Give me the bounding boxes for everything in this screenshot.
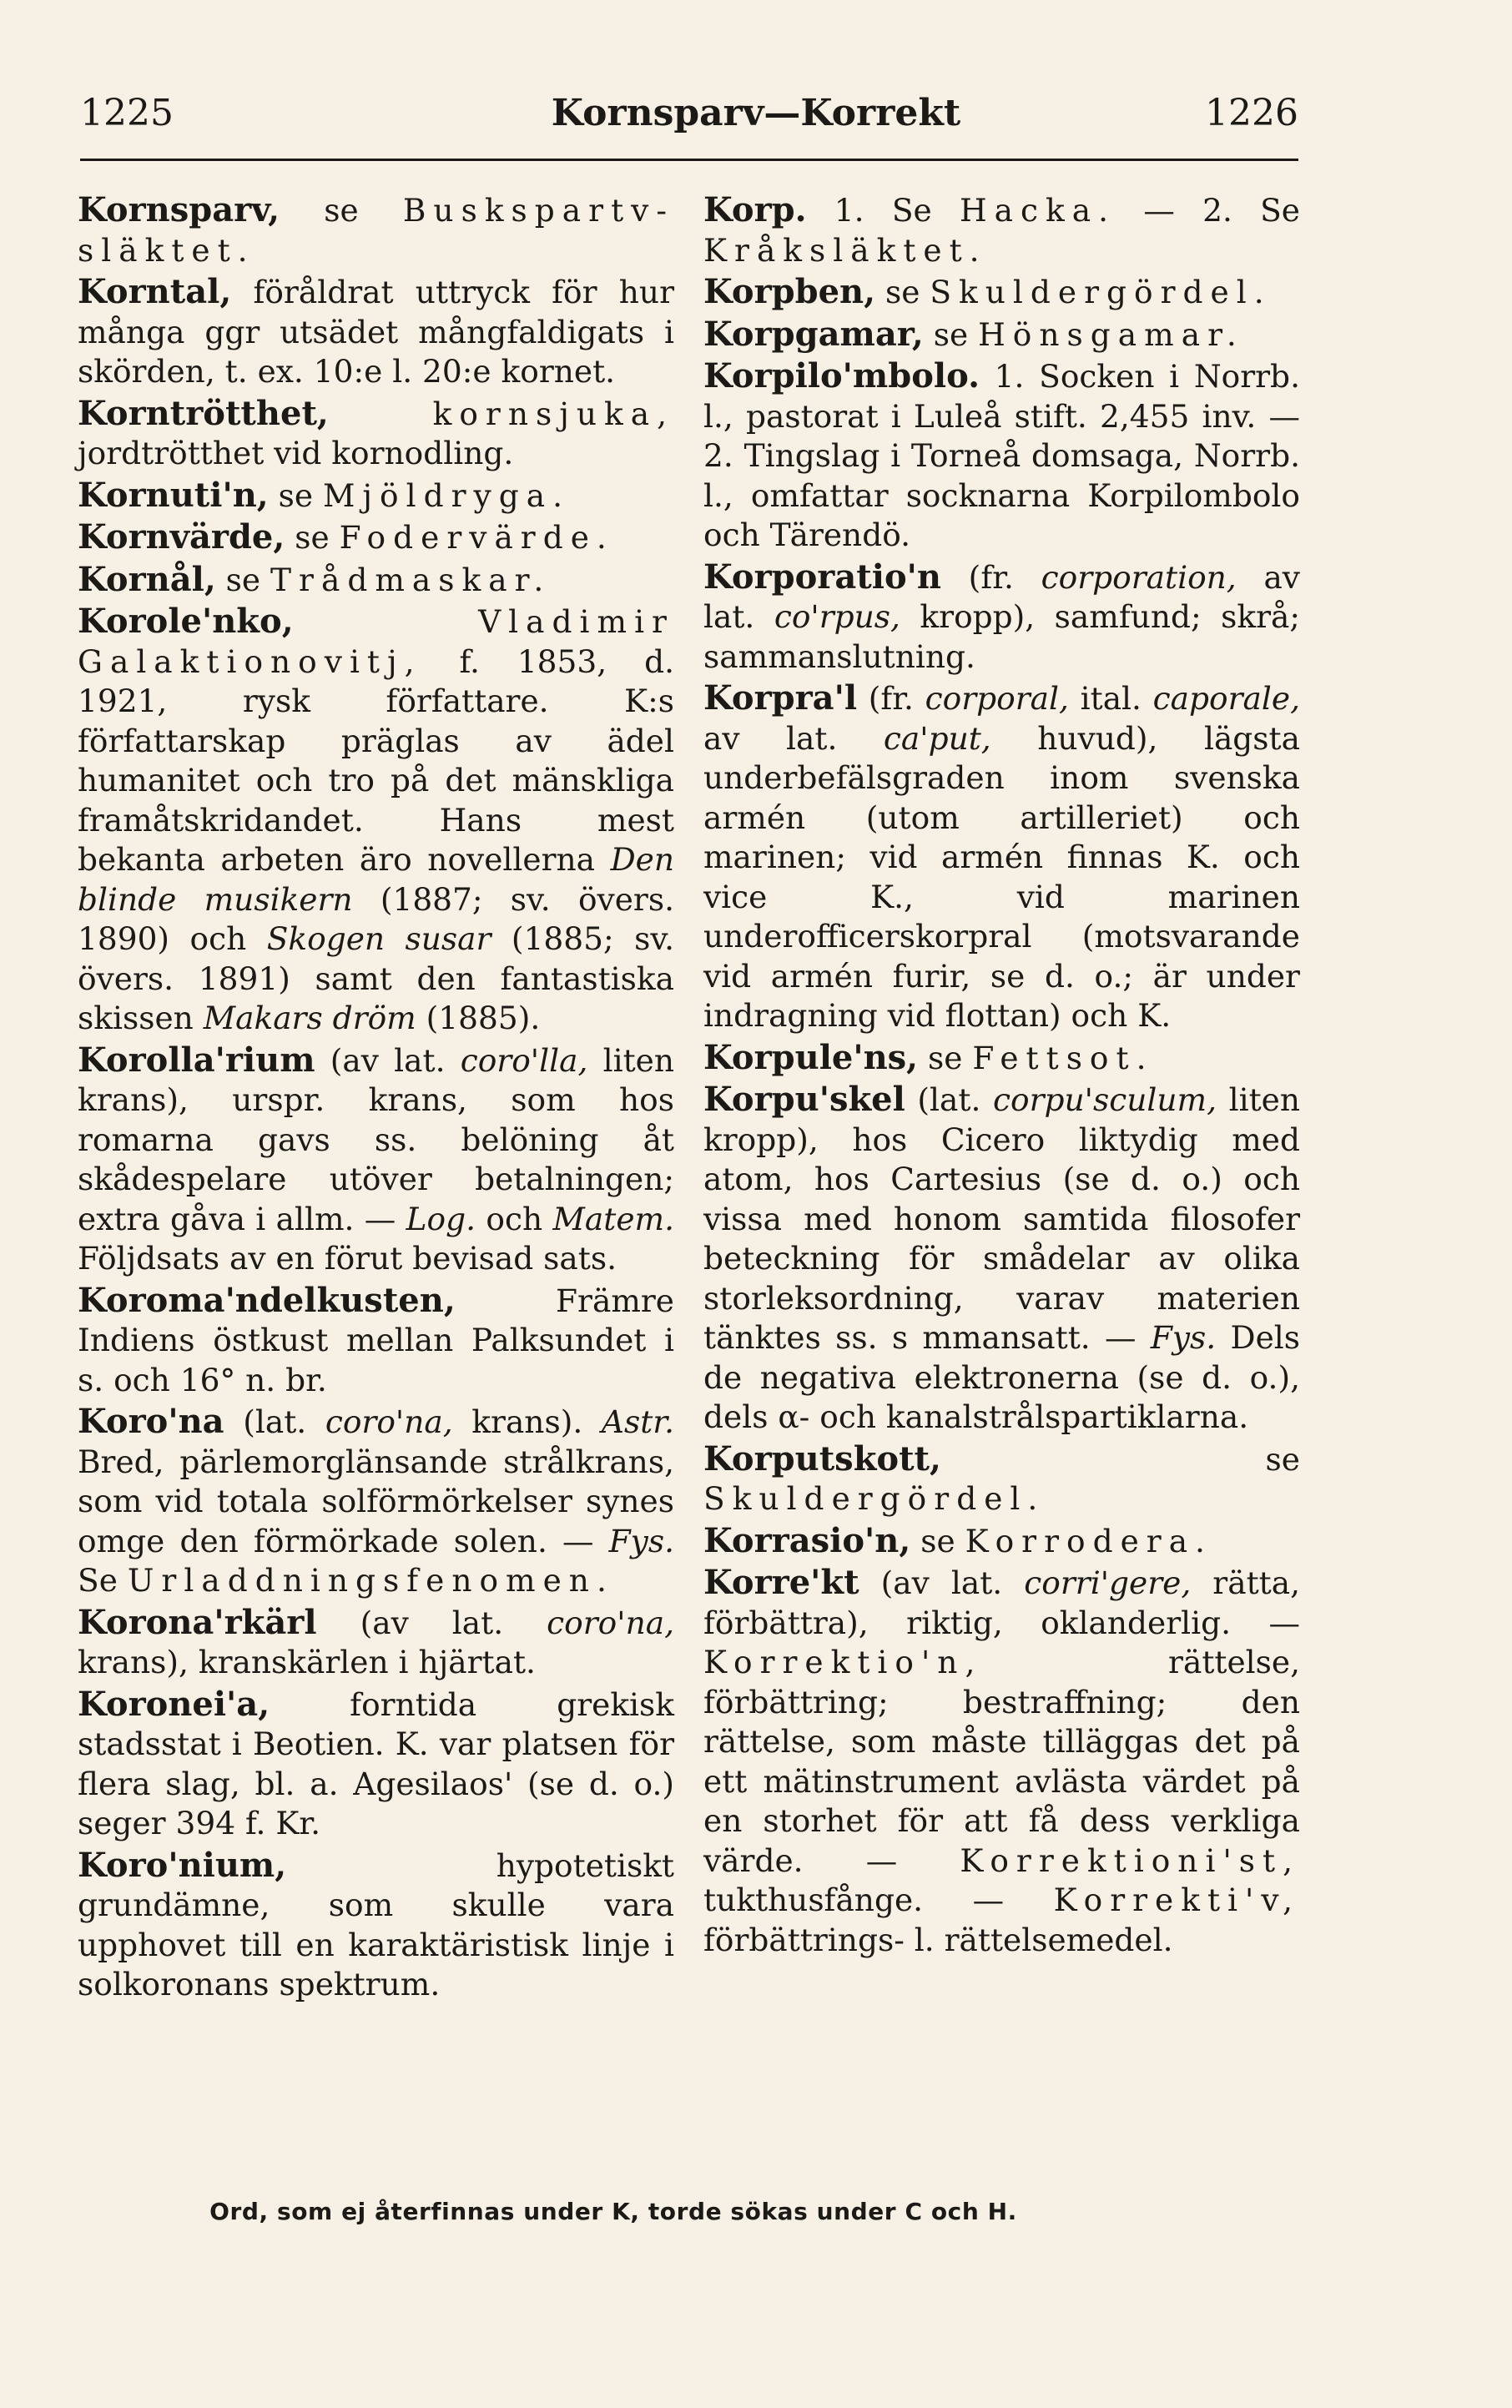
cross-reference: Mjöldryga. bbox=[323, 476, 571, 514]
italic-term: corporal, bbox=[925, 680, 1069, 717]
entry-headword: Koroma'ndelkusten, bbox=[78, 1280, 456, 1320]
entry-text: förbättrings- l. rättelsemedel. bbox=[703, 1921, 1173, 1958]
entry-text: (fr. bbox=[857, 680, 925, 717]
italic-term: Den blinde musikern bbox=[78, 841, 674, 918]
italic-term: corpu'sculum, bbox=[993, 1081, 1217, 1118]
entry-text: Se bbox=[78, 1562, 128, 1599]
entry-text: f. 1853, d. 1921, rysk författare. K:s författarskap präglas av ädel humanitet och tro på det mänskliga framåtskridandet. Hans mest bekanta arbeten äro novellerna bbox=[78, 642, 674, 878]
dictionary-entry bbox=[78, 394, 674, 474]
entry-headword: Korpu'skel bbox=[703, 1080, 905, 1119]
entry-headword: Korolla'rium bbox=[78, 1040, 315, 1080]
entry-text: (1885; sv. övers. 1891) samt den fantastiska skissen bbox=[78, 920, 674, 1036]
italic-term: caporale, bbox=[1152, 680, 1300, 717]
entry-text: (1887; sv. övers. 1890) och bbox=[78, 880, 675, 957]
cross-reference: Korrektioni'st, bbox=[960, 1841, 1300, 1879]
italic-term: co'rpus, bbox=[774, 598, 900, 635]
dictionary-entry bbox=[78, 1402, 674, 1601]
cross-reference: Skuldergördel. bbox=[703, 1480, 1046, 1517]
entry-headword: Korntal, bbox=[78, 272, 232, 311]
cross-reference: Trådmaskar. bbox=[270, 561, 552, 598]
dictionary-entry bbox=[78, 560, 674, 601]
entry-text: (lat. bbox=[224, 1403, 325, 1440]
entry-text: föråldrat uttryck för hur många ggr utsädet mångfaldigats i skörden, t. ex. 10:e l. 20:e kornet. bbox=[78, 274, 674, 390]
italic-term: coro'na, bbox=[547, 1604, 674, 1641]
entry-headword: Korole'nko, bbox=[78, 602, 294, 641]
entry-headword: Korrasio'n, bbox=[703, 1520, 911, 1560]
entry-headword: Koronei'a, bbox=[78, 1684, 270, 1724]
footer-note: Ord, som ej återfinnas under K, torde sökas under C och H. bbox=[209, 2198, 1017, 2225]
entry-text: liten kropp), hos Cicero liktydig med atom, hos Cartesius (se d. o.) och vissa med honom samtida filosofer beteckning för smådelar av olika storleksordning, varav materien tänktes ss. s mmansatt. — bbox=[703, 1081, 1300, 1356]
entry-text: se bbox=[940, 1440, 1300, 1478]
entry-headword: Korpben, bbox=[703, 272, 876, 311]
entry-text: se bbox=[280, 192, 403, 229]
dictionary-entry bbox=[78, 1846, 674, 2005]
entry-text: (lat. bbox=[905, 1081, 993, 1118]
dictionary-entry bbox=[78, 1040, 674, 1279]
dictionary-entry bbox=[703, 1080, 1300, 1438]
cross-reference: Vladimir Galaktionovitj, bbox=[78, 603, 674, 680]
entry-text: — 2. Se bbox=[1116, 192, 1300, 229]
entry-text: Dels de negativa elektronerna (se d. o.), dels α- och kanalstrålspartiklarna. bbox=[703, 1319, 1300, 1435]
entry-headword: Koro'na bbox=[78, 1402, 224, 1441]
entry-text: Följdsats av en förut bevisad sats. bbox=[78, 1240, 617, 1277]
entry-headword: Korp. bbox=[703, 190, 807, 229]
italic-term: Makars dröm bbox=[203, 1000, 416, 1036]
dictionary-entry bbox=[703, 678, 1300, 1036]
dictionary-entry bbox=[78, 1685, 674, 1844]
entry-text: se bbox=[875, 274, 930, 310]
dictionary-entry bbox=[78, 517, 674, 558]
entry-text: forntida grekisk stadsstat i Beotien. K. var platsen för flera slag, bl. a. Agesilaos' (se d. o.) seger 394 f. Kr. bbox=[78, 1685, 674, 1841]
cross-reference: Korrekti'v, bbox=[1053, 1882, 1300, 1918]
cross-reference: Fodervärde. bbox=[339, 519, 614, 556]
italic-term: Astr. bbox=[601, 1403, 675, 1440]
cross-reference: Hacka. bbox=[959, 192, 1116, 229]
dictionary-entry bbox=[78, 272, 674, 392]
italic-term: coro'lla, bbox=[460, 1041, 588, 1079]
entry-headword: Korona'rkärl bbox=[78, 1602, 317, 1642]
cross-reference: kornsjuka, bbox=[432, 395, 674, 432]
entry-headword: Korpilo'mbolo. bbox=[703, 356, 980, 395]
entry-text: Bred, pärlemorglänsande strålkrans, som vid totala solförmörkelser synes omge den förmörkade solen. — bbox=[78, 1443, 674, 1559]
entry-headword: Korpule'ns, bbox=[703, 1037, 919, 1077]
dictionary-entry bbox=[703, 315, 1300, 355]
dictionary-entry bbox=[703, 1439, 1300, 1519]
cross-reference: Fettsot. bbox=[972, 1039, 1154, 1076]
dictionary-entry bbox=[78, 1603, 674, 1683]
dictionary-entry bbox=[703, 190, 1300, 270]
italic-term: corporation, bbox=[1041, 558, 1237, 596]
entry-text: rättelse, förbättring; bestraffning; den rättelse, som måste tilläggas det på ett mätinstrument avlästa värdet på en storhet för att få dess verkliga värde. — bbox=[703, 1644, 1300, 1879]
entry-headword: Korntrötthet, bbox=[78, 393, 329, 433]
cross-reference: Kråksläktet. bbox=[703, 231, 987, 269]
entry-text: liten krans), urspr. krans, som hos romarna gavs ss. belöning åt skådespelare utöver betalningen; extra gåva i allm. — bbox=[78, 1041, 674, 1237]
italic-term: Fys. bbox=[1150, 1319, 1217, 1356]
entry-headword: Korre'kt bbox=[703, 1563, 859, 1602]
cross-reference: Urladdningsfenomen. bbox=[127, 1562, 614, 1599]
cross-reference: Korrektio'n, bbox=[703, 1644, 983, 1680]
entry-text: (av lat. bbox=[315, 1041, 461, 1079]
entry-text: se bbox=[910, 1522, 965, 1559]
italic-term: corri'gere, bbox=[1024, 1564, 1192, 1601]
entry-text bbox=[294, 603, 478, 640]
entry-text: hypotetiskt grundämne, som skulle vara upphovet till en karaktäristisk linje i solkoronans spektrum. bbox=[78, 1846, 674, 2002]
dictionary-entry bbox=[78, 1281, 674, 1401]
entry-text: kropp), samfund; skrå; sammanslutning. bbox=[703, 598, 1300, 675]
italic-term: ca'put, bbox=[883, 719, 991, 757]
entry-text: tukthusfånge. — bbox=[703, 1882, 1054, 1918]
entry-text: se bbox=[268, 476, 324, 514]
left-column bbox=[78, 190, 674, 2007]
cross-reference: Skuldergördel. bbox=[930, 274, 1272, 310]
entry-headword: Korpra'l bbox=[703, 678, 858, 718]
dictionary-entry bbox=[703, 1038, 1300, 1079]
dictionary-entry bbox=[78, 190, 674, 270]
italic-term: Matem. bbox=[552, 1200, 674, 1237]
dictionary-entry bbox=[78, 602, 674, 1039]
entry-text: ital. bbox=[1068, 680, 1153, 717]
entry-headword: Kornvärde, bbox=[78, 517, 285, 557]
entry-text: 1. Socken i Norrb. l., pastorat i Luleå stift. 2,455 inv. — 2. Tingslag i Torneå domsaga, Norrb. l., omfattar socknarna Korpilombolo och Tärendö. bbox=[703, 358, 1300, 553]
right-page-number: 1226 bbox=[1205, 92, 1298, 134]
entry-headword: Kornuti'n, bbox=[78, 475, 269, 515]
entry-headword: Korpgamar, bbox=[703, 314, 924, 354]
dictionary-entry bbox=[703, 1563, 1300, 1960]
entry-text: jordtrötthet vid kornodling. bbox=[78, 435, 514, 471]
entry-text: (av lat. bbox=[316, 1604, 547, 1641]
italic-term: Skogen susar bbox=[266, 920, 491, 957]
dictionary-entry bbox=[78, 476, 674, 516]
entry-headword: Koro'nium, bbox=[78, 1845, 287, 1885]
entry-headword: Korputskott, bbox=[703, 1438, 941, 1479]
dictionary-entry bbox=[703, 1521, 1300, 1562]
entry-text: (fr. bbox=[940, 558, 1041, 596]
dictionary-entry bbox=[703, 272, 1300, 313]
entry-text: 1. Se bbox=[806, 192, 960, 229]
entry-text: av lat. bbox=[703, 558, 1300, 635]
entry-text: Främre Indiens östkust mellan Palksundet i s. och 16° n. br. bbox=[78, 1282, 674, 1398]
italic-term: coro'na, bbox=[325, 1403, 453, 1440]
cross-reference: Buskspartv-släktet. bbox=[78, 192, 674, 269]
entry-text: och bbox=[476, 1200, 553, 1237]
header-rule bbox=[80, 159, 1298, 161]
entry-headword: Kornsparv, bbox=[78, 190, 280, 229]
cross-reference: Hönsgamar. bbox=[978, 315, 1244, 353]
left-page-number: 1225 bbox=[80, 92, 174, 134]
entry-text: rätta, förbättra), riktig, oklanderlig. — bbox=[703, 1564, 1300, 1641]
entry-text: se bbox=[918, 1039, 973, 1076]
entry-text: krans), kranskärlen i hjärtat. bbox=[78, 1644, 536, 1680]
entry-text bbox=[329, 395, 433, 432]
entry-text: se bbox=[215, 561, 271, 598]
entry-text: se bbox=[923, 315, 979, 353]
dictionary-entry bbox=[703, 557, 1300, 678]
entry-headword: Kornål, bbox=[78, 559, 216, 599]
entry-text: krans). bbox=[452, 1403, 602, 1440]
right-column bbox=[703, 190, 1300, 1962]
entry-text: (1885). bbox=[416, 1000, 541, 1036]
running-head: Kornsparv—Korrekt bbox=[551, 92, 961, 134]
entry-text: se bbox=[285, 519, 340, 556]
entry-text: huvud), lägsta underbefälsgraden inom svenska armén (utom artilleriet) och marinen; vid armén finnas K. och vice K., vid marinen underofficerskorpral (motsvarande vid armén furir, se d. o.; är under indragning vid flottan) och K. bbox=[703, 719, 1300, 1034]
entry-headword: Korporatio'n bbox=[703, 557, 941, 597]
italic-term: Fys. bbox=[608, 1522, 674, 1559]
entry-text: av lat. bbox=[703, 719, 884, 757]
entry-text: (av lat. bbox=[859, 1564, 1025, 1601]
cross-reference: Korrodera. bbox=[965, 1522, 1212, 1559]
italic-term: Log. bbox=[406, 1200, 476, 1237]
dictionary-entry bbox=[703, 356, 1300, 556]
